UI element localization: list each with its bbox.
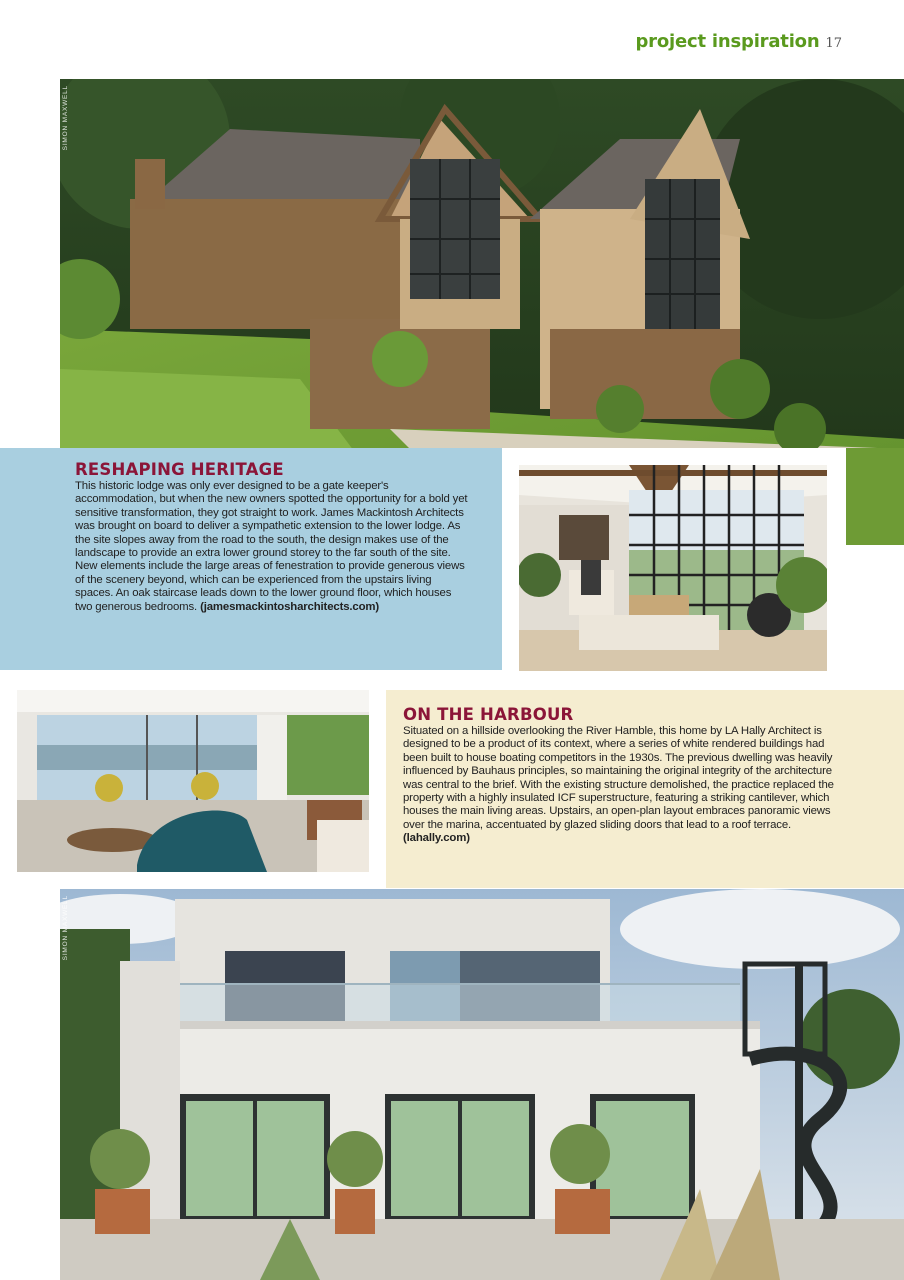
photo-credit-top: SIMON MAXWELL (62, 85, 69, 151)
harbour-living-room-photo (17, 690, 369, 872)
lodge-living-room-photo (519, 465, 827, 671)
reshaping-heritage-body: This historic lodge was only ever designed to be a gate keeper's accommodation, but when the new owners spotted the opportunity for a bold yet sensitive transformation, they got straight to work. James Mackintosh Architects was brought on board to deliver a sympathetic extension to the lower lodge. As the site slopes away from the road to the south, the design makes use of the landscape to provide an extra lower ground storey to the far south of the site. New elements include the large areas of fenestration to provide generous views of the scenery beyond, which can be experienced from the upstairs living spaces. An oak staircase leads down to the lower ground floor, which houses two generous bedrooms. (75, 480, 468, 613)
page-header (635, 31, 842, 55)
on-the-harbour-link[interactable]: (lahally.com) (403, 832, 470, 845)
page-number: 17 (825, 36, 842, 51)
section-title: project inspiration (635, 31, 820, 52)
on-the-harbour-body: Situated on a hillside overlooking the River Hamble, this home by LA Hally Architect is designed to be a product of its context, where a series of white rendered buildings had been built to house boating competitors in the 1930s. The previous dwelling was heavily influenced by Bauhaus principles, so maintaining the original integrity of the architecture was central to the brief. With the existing structure demolished, the practice replaced the property with a highly insulated ICF superstructure, featuring a striking cantilever, which houses the main living areas. Upstairs, an open-plan layout embraces panoramic views over the marina, accentuated by glazed sliding doors that lead to a roof terrace. (403, 725, 834, 831)
harbour-house-photo (60, 889, 904, 1280)
lawn-strip (846, 448, 904, 545)
reshaping-heritage-link[interactable]: (jamesmackintosharchitects.com) (200, 600, 380, 613)
on-the-harbour-article (403, 705, 848, 846)
reshaping-heritage-article (75, 460, 470, 614)
photo-credit-bottom: SIMON MAXWELL (62, 895, 69, 961)
reshaping-heritage-heading: RESHAPING HERITAGE (75, 460, 284, 479)
on-the-harbour-heading: ON THE HARBOUR (403, 705, 574, 724)
